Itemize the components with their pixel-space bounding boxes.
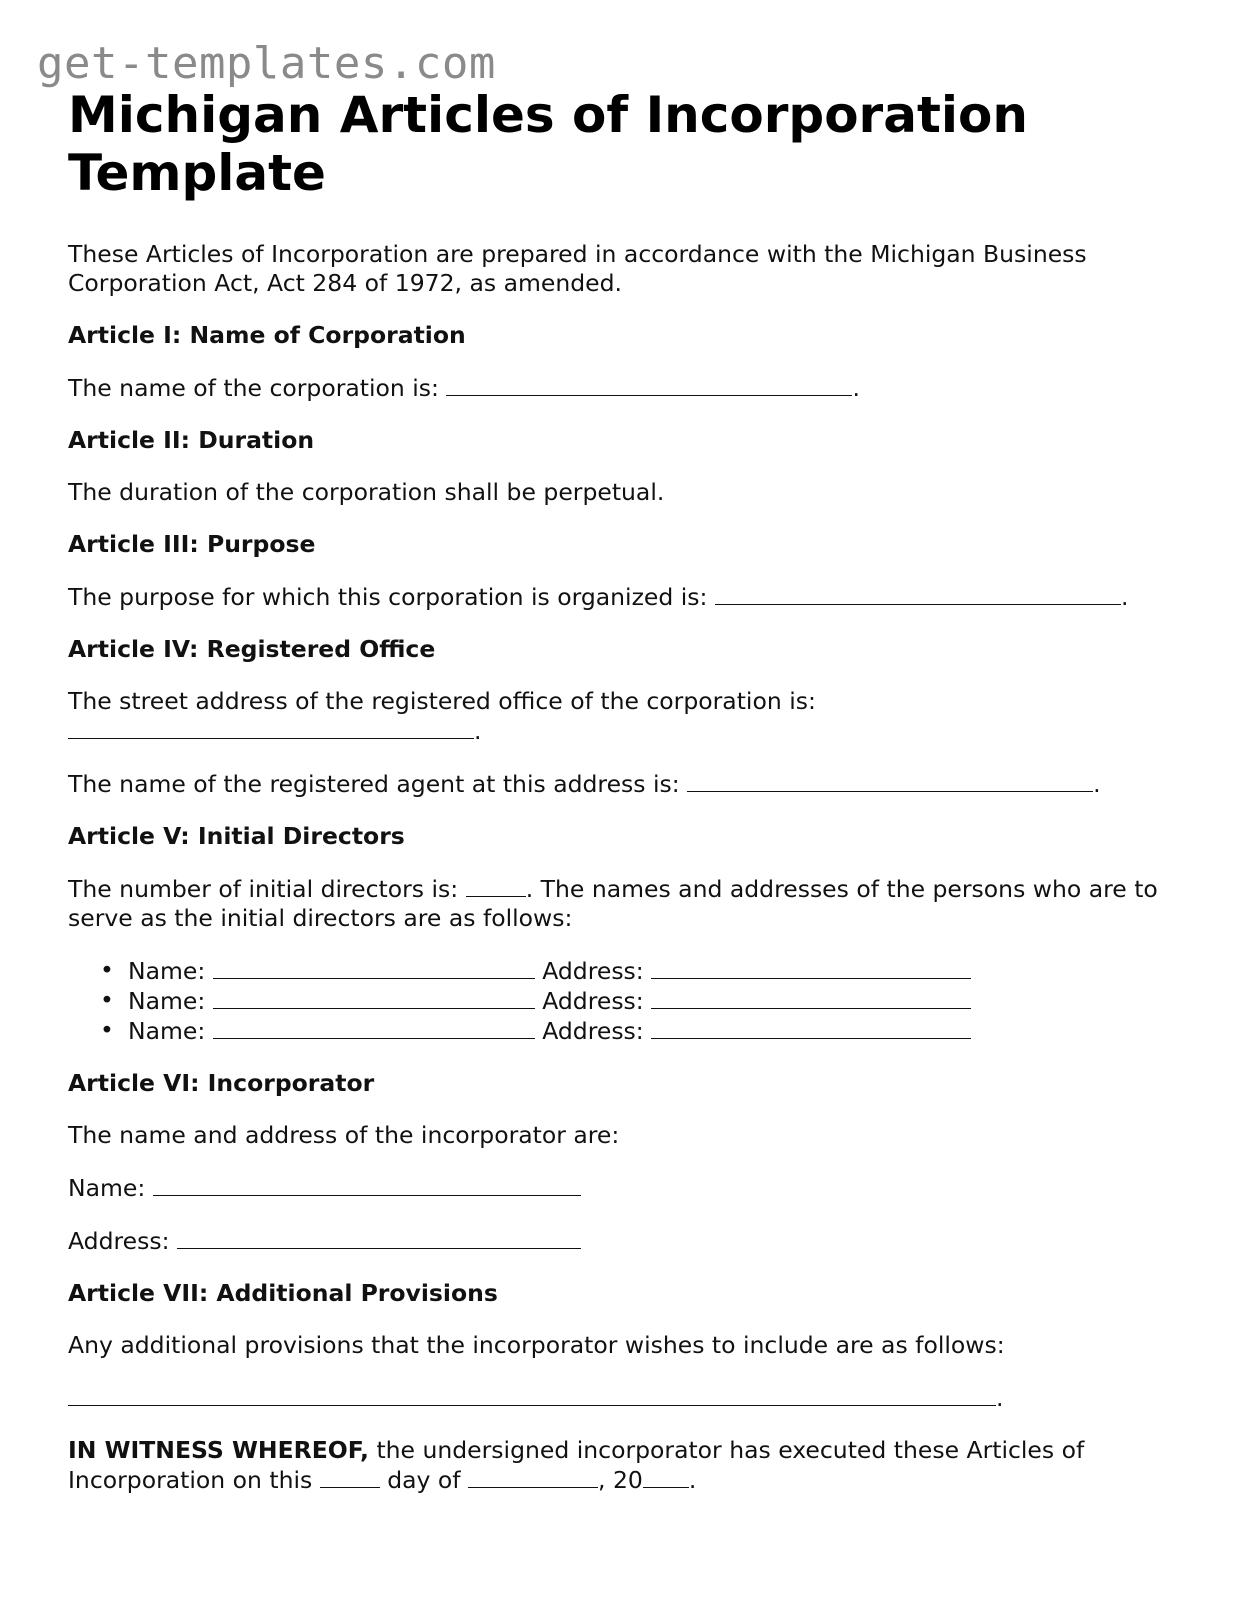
director-name-label: Name: (128, 957, 206, 985)
director-address-blank[interactable] (651, 956, 971, 979)
corp-name-label: The name of the corporation is: (68, 374, 439, 402)
incorporator-address-label: Address: (68, 1227, 170, 1255)
director-address-label: Address: (542, 1017, 644, 1045)
purpose-blank[interactable] (715, 582, 1121, 605)
period: . (1120, 583, 1129, 611)
provisions-line (68, 1383, 1188, 1413)
bullet: • (100, 1016, 114, 1044)
director-address-label: Address: (542, 957, 644, 985)
period: . (996, 1384, 1004, 1412)
provisions-blank[interactable] (68, 1383, 996, 1406)
witness-period: . (688, 1466, 697, 1494)
incorporator-address-blank[interactable] (177, 1226, 581, 1249)
intro-paragraph: These Articles of Incorporation are prepared in accordance with the Michigan Business Corporation Act, Act 284 of 1972, as amended. (68, 240, 1087, 297)
office-address-label: The street address of the registered office of the corporation is: (68, 687, 816, 715)
article-5-text (68, 874, 1188, 933)
agent-name-blank[interactable] (687, 769, 1093, 792)
incorporator-name-line (68, 1173, 1188, 1203)
month-blank[interactable] (468, 1465, 598, 1488)
day-blank[interactable] (320, 1465, 380, 1488)
director-count-label: The number of initial directors is: (68, 875, 459, 903)
director-address-blank[interactable] (651, 1016, 971, 1039)
article-6-text: The name and address of the incorporator are: (68, 1121, 620, 1149)
director-count-blank[interactable] (466, 874, 526, 897)
corp-name-blank[interactable] (446, 373, 852, 396)
article-3-heading: Article III: Purpose (68, 530, 316, 558)
period: . (1093, 770, 1101, 798)
article-7-heading: Article VII: Additional Provisions (68, 1279, 498, 1307)
period: . (474, 717, 482, 745)
witness-text-2: day of (379, 1466, 469, 1494)
director-name-blank[interactable] (213, 986, 535, 1009)
director-address-label: Address: (542, 987, 644, 1015)
director-name-blank[interactable] (213, 1016, 535, 1039)
article-7-text: Any additional provisions that the incorporator wishes to include are as follows: (68, 1331, 1005, 1359)
director-item (100, 956, 1188, 986)
director-name-label: Name: (128, 1017, 206, 1045)
witness-text-1: the undersigned incorporator has executed these Articles of Incorporation on this (68, 1436, 1085, 1494)
director-list-intro: . The names and addresses of the persons who are to serve as the initial directors are as follows: (68, 875, 1158, 932)
article-4-heading: Article IV: Registered Office (68, 635, 436, 663)
incorporator-name-blank[interactable] (153, 1173, 581, 1196)
watermark: get-templates.com (37, 38, 496, 89)
page-title: Michigan Articles of Incorporation Template (68, 86, 1028, 202)
article-3-text (68, 582, 1188, 612)
incorporator-address-line (68, 1226, 1188, 1256)
incorporator-name-label: Name: (68, 1174, 146, 1202)
office-address-blank[interactable] (68, 716, 474, 739)
article-1-text (68, 373, 1188, 403)
article-2-text: The duration of the corporation shall be perpetual. (68, 478, 665, 506)
director-item (100, 1016, 1188, 1046)
director-name-blank[interactable] (213, 956, 535, 979)
year-blank[interactable] (643, 1465, 689, 1488)
article-4-office-text (68, 687, 1188, 746)
director-address-blank[interactable] (651, 986, 971, 1009)
article-4-agent-text (68, 769, 1188, 799)
witness-paragraph (68, 1436, 1188, 1495)
director-item (100, 986, 1188, 1016)
witness-lead: IN WITNESS WHEREOF, (68, 1436, 369, 1464)
director-name-label: Name: (128, 987, 206, 1015)
bullet: • (100, 956, 114, 984)
article-2-heading: Article II: Duration (68, 426, 315, 454)
directors-list (68, 956, 1188, 1046)
agent-name-label: The name of the registered agent at this address is: (68, 770, 680, 798)
document (68, 86, 1188, 1495)
article-1-heading: Article I: Name of Corporation (68, 321, 466, 349)
purpose-label: The purpose for which this corporation is organized is: (68, 583, 708, 611)
bullet: • (100, 986, 114, 1014)
witness-text-3: , 20 (598, 1466, 643, 1494)
article-5-heading: Article V: Initial Directors (68, 822, 405, 850)
article-6-heading: Article VI: Incorporator (68, 1069, 375, 1097)
period: . (852, 374, 860, 402)
